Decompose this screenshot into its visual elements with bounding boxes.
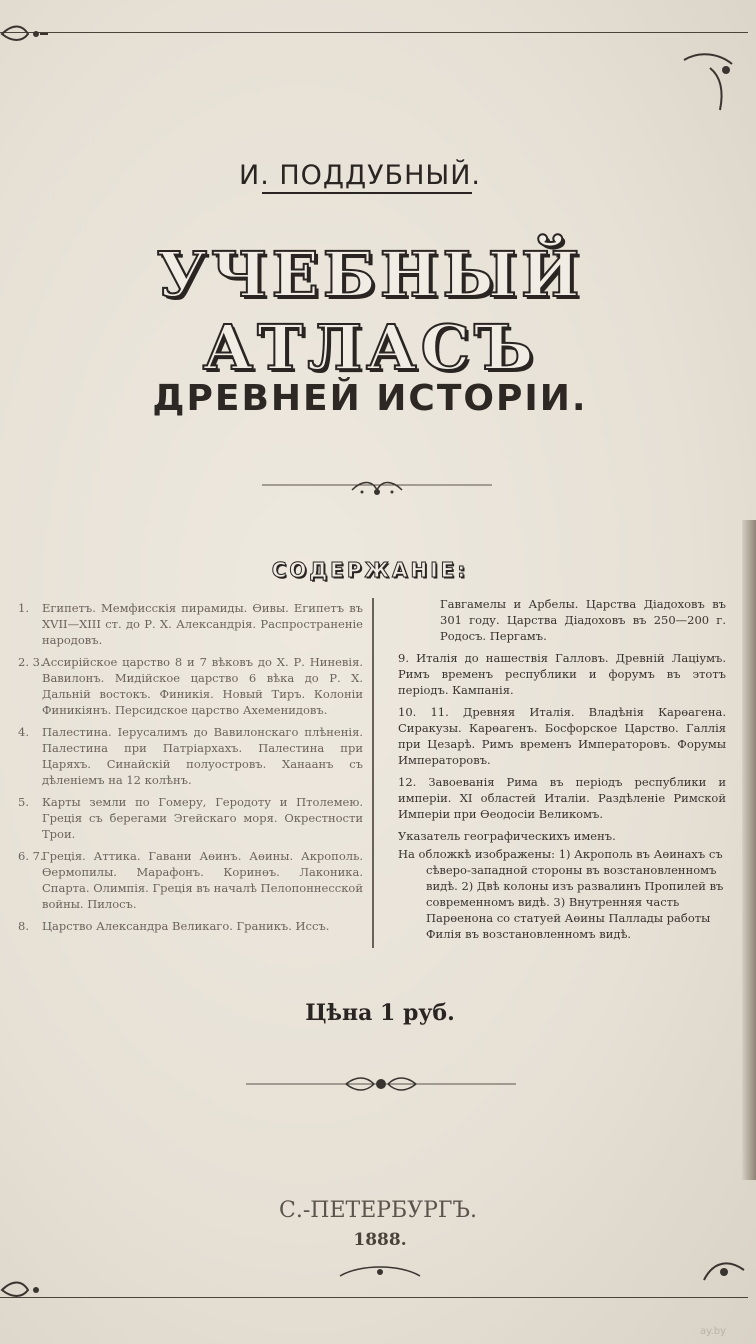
entry-text: Гавгамелы и Арбелы. Царства Діадоховъ въ 301 году. Царства Діадоховъ въ 250—200 г. Родосъ. Пергамъ. [440,597,726,643]
entry-text [398,704,726,768]
contents-entry [18,654,363,718]
corner-ornament-icon [0,22,50,46]
contents-entry [18,848,363,912]
entry-number: 6. 7. [18,849,44,863]
corner-ornament-icon [700,1250,750,1290]
author-underline [262,192,472,194]
contents-left-column [18,600,363,940]
imprint-city: С.-ПЕТЕРБУРГЪ. [279,1198,477,1223]
entry-number: 8. [18,919,29,933]
entry-body: Древняя Италія. Владѣнія Карөагена. Сиракузы. Карөагенъ. Босфорское Царство. Галлія при Цезарѣ. Римъ временъ Императоровъ. Форумы Императоровъ. [398,705,727,767]
entry-text: Ассирійское царство 8 и 7 вѣковъ до Х. Р. Ниневія. Вавилонъ. Мидійское царство 6 вѣка до Р. Х. Дальній востокъ. Финикія. Новый Тиръ. Колоніи Финикіянъ. Персидское царство Ахеменидовъ. [42,655,363,717]
entry-number: 10. 11. [398,705,449,719]
entry-number: 9. [398,651,409,665]
watermark: ay.by [700,1326,727,1337]
entry-text: Египетъ. Мемфисскія пирамиды. Өивы. Египетъ въ XVII—XIII ст. до Р. Х. Александрія. Распространеніе народовъ. [42,601,363,647]
entry-text: Царство Александра Великаго. Граникъ. Иссъ. [42,919,330,933]
entry-body: Завоеванія Рима въ періодъ республики и имперіи. XI областей Италіи. Раздѣленіе Римской Имперіи при Өеодосіи Великомъ. [398,775,726,821]
column-divider [372,598,374,948]
page-title: УЧЕБНЫЙ АТЛАСЪ [156,238,584,384]
index-line: Указатель географическихъ именъ. [398,829,616,843]
corner-ornament-icon [680,50,740,120]
contents-entry [18,794,363,842]
entry-text [398,774,726,822]
page-edge-shadow [742,520,756,1180]
cover-note [398,846,726,942]
entry-text: Греція. Аттика. Гавани Аөинъ. Аөины. Акрополь. Өермопилы. Марафонъ. Коринөъ. Лаконика. Спарта. Олимпія. Греція въ началѣ Пелопоннесской войны. Пилосъ. [42,849,363,911]
entry-number: 2. 3. [18,655,44,669]
contents-entry [398,650,726,698]
page-subtitle: ДРЕВНЕЙ ИСТОРІИ. [152,378,588,419]
author-name: И. ПОДДУБНЫЙ. [239,160,481,191]
entry-text: Карты земли по Гомеру, Геродоту и Птолемею. Греція съ берегами Эгейскаго моря. Окрестности Трои. [42,795,363,841]
cover-note-text: На обложкѣ изображены: 1) Акрополь въ Аөинахъ съ сѣверо-западной стороны въ возстановленномъ видѣ. 2) Двѣ колоны изъ развалинъ Пропилей въ современномъ видѣ. 3) Внутренняя часть Парөенона со статуей Аөины Паллады работы Филія въ возстановленномъ видѣ. [398,847,724,941]
divider-ornament-icon [246,1072,516,1096]
entry-text: Палестина. Іерусалимъ до Вавилонскаго плѣненія. Палестина при Патріархахъ. Палестина при Царяхъ. Синайскій полуостровъ. Ханаанъ съ дѣленіемъ на 12 колѣнъ. [42,725,363,787]
price: Цѣна 1 руб. [305,1000,455,1026]
contents-entry [18,724,363,788]
contents-right-column [398,596,726,942]
entry-body: Италія до нашествія Галловъ. Древній Лаціумъ. Римъ временъ республики и форумъ въ этотъ періодъ. Кампанія. [398,651,727,697]
corner-ornament-icon [0,1278,50,1302]
contents-heading: СОДЕРЖАНІЕ: [271,558,469,582]
entry-number: 5. [18,795,29,809]
entry-number: 4. [18,725,29,739]
contents-entry [398,596,726,644]
entry-text [398,650,726,698]
bottom-ornament-icon [330,1262,430,1282]
contents-entry [18,600,363,648]
entry-number: 1. [18,601,29,615]
divider-ornament-icon [262,476,492,500]
contents-entry [398,774,726,822]
entry-number: 12. [398,775,417,789]
contents-entry [18,918,363,934]
contents-entry [398,704,726,768]
imprint-year: 1888. [353,1230,407,1250]
